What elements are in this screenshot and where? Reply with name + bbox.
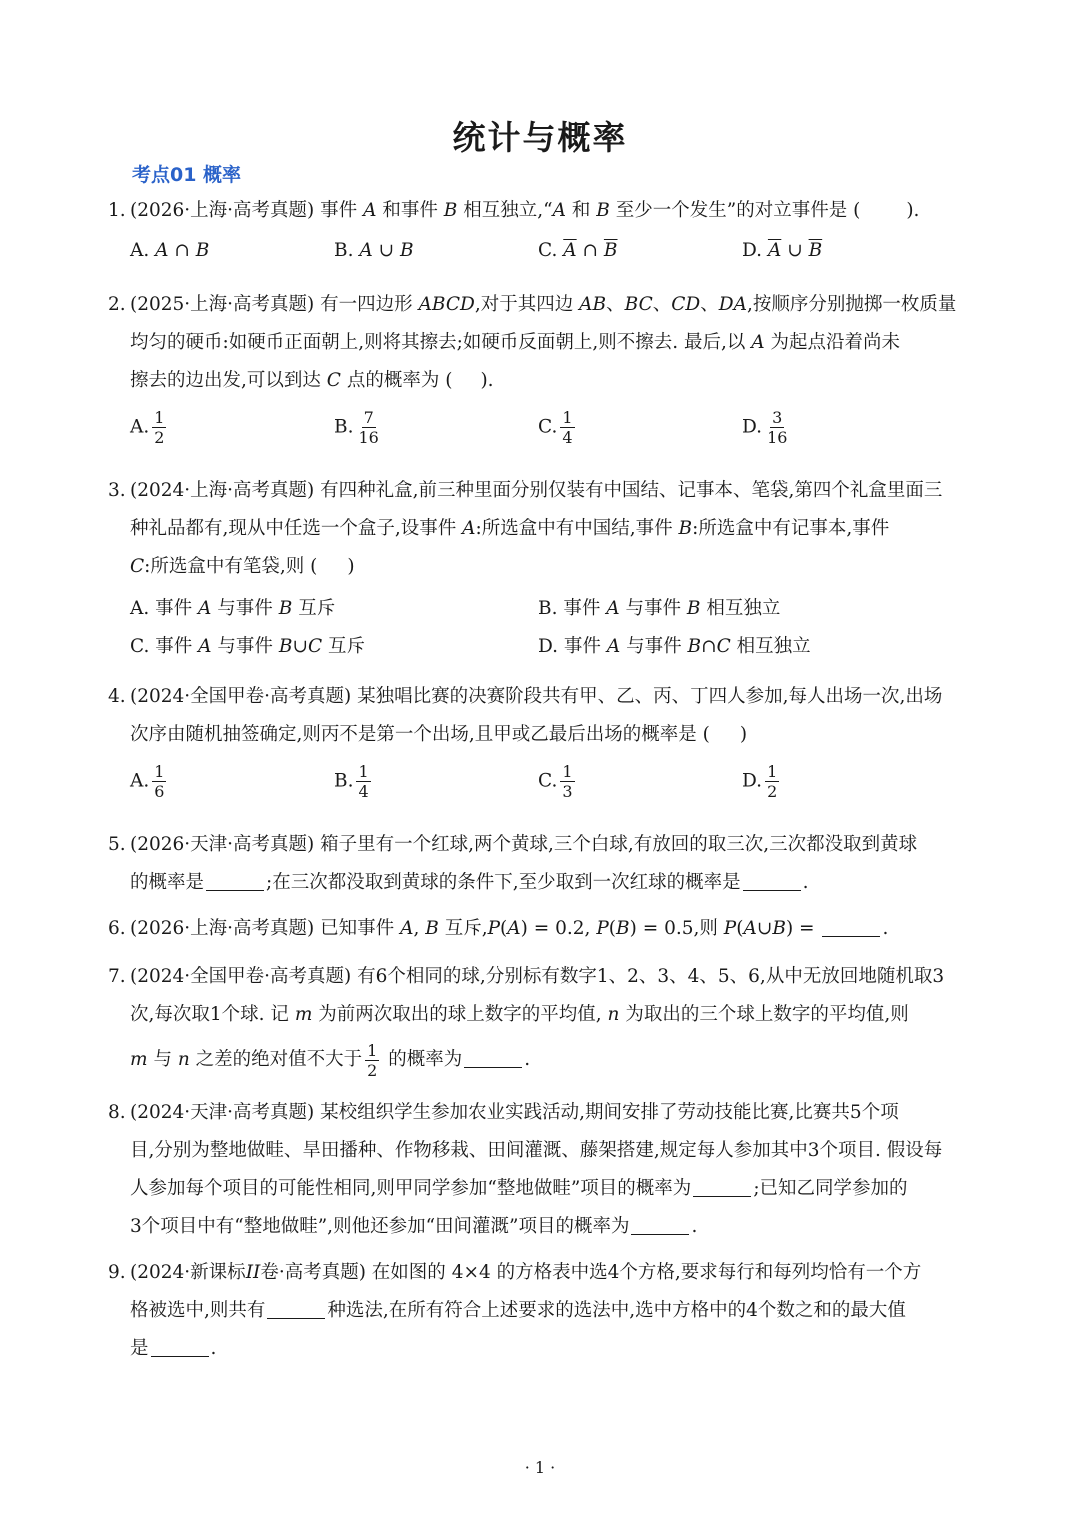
question-2: 2. (2025·上海·高考真题) 有一四边形 ABCD,对于其四边 AB、BC、CD、DA,按顺序分别抛掷一枚质量 均匀的硬币:如硬币正面朝上,则将其擦去;如硬币反面朝上,则不擦去. 最后,以 A 为起点沿着尚未 擦去的边出发,可以到达 C 点的概率为 ( ).	[108, 294, 957, 391]
option-c: C. $\frac{1}{3}$	[538, 762, 573, 801]
option-c: C. $\overline{A}$ ∩ $\overline{B}$	[538, 240, 618, 261]
question-9: 9. (2024·新课标II卷·高考真题) 在如图的 4×4 的方格表中选4个方格,要求每行和每列均恰有一个方 格被选中,则共有 种选法,在所有符合上述要求的选法中,选中方格中的4个数之和的最大值 是 .	[108, 1262, 922, 1359]
option-c: C. 事件 A 与事件 B∪C 互斥	[130, 636, 366, 657]
option-c: C. $\frac{1}{4}$	[538, 408, 573, 447]
option-d: D. 事件 A 与事件 B∩C 相互独立	[538, 636, 811, 657]
option-b: B. A ∪ B	[334, 240, 414, 261]
option-b: B. $\frac{7}{16}$	[334, 408, 379, 447]
option-b: B. 事件 A 与事件 B 相互独立	[538, 598, 781, 619]
answer-blank[interactable]	[151, 1338, 209, 1357]
answer-blank[interactable]	[267, 1300, 325, 1319]
option-a: A. $\frac{1}{6}$	[130, 762, 165, 801]
option-a: A. 事件 A 与事件 B 互斥	[130, 598, 336, 619]
question-4: 4. (2024·全国甲卷·高考真题) 某独唱比赛的决赛阶段共有甲、乙、丙、丁四人参加,每人出场一次,出场 次序由随机抽签确定,则丙不是第一个出场,且甲或乙最后出场的概率是 ( )	[108, 686, 943, 745]
question-3: 3. (2024·上海·高考真题) 有四种礼盒,前三种里面分别仅装有中国结、记事本、笔袋,第四个礼盒里面三 种礼品都有,现从中任选一个盒子,设事件 A:所选盒中有中国结,事件 B:所选盒中有记事本,事件 C:所选盒中有笔袋,则 ( )	[108, 480, 943, 577]
section-heading: 考点01 概率	[132, 164, 242, 186]
option-a: A. $\frac{1}{2}$	[130, 408, 165, 447]
option-d: D. $\frac{1}{2}$	[742, 762, 778, 801]
question-8: 8. (2024·天津·高考真题) 某校组织学生参加农业实践活动,期间安排了劳动技能比赛,比赛共5个项 目,分别为整地做畦、旱田播种、作物移栽、田间灌溉、藤架搭建,规定每人参加其中3个项目. 假设每 人参加每个项目的可能性相同,则甲同学参加“整地做畦”项目的概率为 ;已知乙同学参加的 3个项目中有“整地做畦”,则他还参加“田间灌溉”项目的概率为 .	[108, 1102, 943, 1237]
page-title: 统计与概率	[452, 118, 628, 157]
option-d: D. $\overline{A}$ ∪ $\overline{B}$	[742, 240, 823, 261]
answer-blank[interactable]	[206, 872, 264, 891]
question-1: 1. (2026·上海·高考真题) 事件 A 和事件 B 相互独立,“A 和 B 至少一个发生”的对立事件是 ( ).	[108, 200, 920, 221]
option-d: D. $\frac{3}{16}$	[742, 408, 788, 447]
option-b: B. $\frac{1}{4}$	[334, 762, 369, 801]
answer-blank[interactable]	[743, 872, 801, 891]
page-number: · 1 ·	[524, 1458, 556, 1477]
question-5: 5. (2026·天津·高考真题) 箱子里有一个红球,两个黄球,三个白球,有放回的取三次,三次都没取到黄球 的概率是 ;在三次都没取到黄球的条件下,至少取到一次红球的概率是 .	[108, 834, 918, 893]
option-a: A. A ∩ B	[130, 240, 210, 261]
answer-blank[interactable]	[464, 1049, 522, 1068]
question-7: 7. (2024·全国甲卷·高考真题) 有6个相同的球,分别标有数字1、2、3、4、5、6,从中无放回地随机取3 次,每次取1个球. 记 m 为前两次取出的球上数字的平均值, n 为取出的三个球上数字的平均值,则 m 与 n 之差的绝对值不大于 $\frac{1}{2}$ 的概率为 .	[108, 966, 945, 1080]
question-6: 6. (2026·上海·高考真题) 已知事件 A, B 互斥,P(A) = 0.2, P(B) = 0.5,则 P(A∪B) = .	[108, 918, 889, 939]
answer-blank[interactable]	[631, 1216, 689, 1235]
answer-blank[interactable]	[693, 1178, 751, 1197]
answer-blank[interactable]	[822, 918, 880, 937]
